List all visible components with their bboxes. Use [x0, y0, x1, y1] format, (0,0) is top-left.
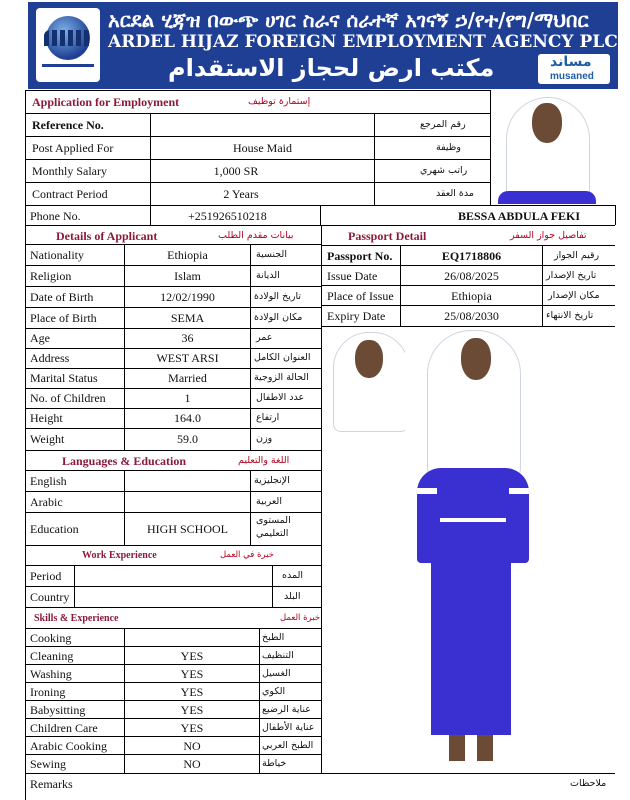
- skill-sewing-value: NO: [183, 757, 201, 771]
- skill-cooking-arabic: الطبخ: [262, 632, 285, 643]
- issue-date-value: 26/08/2025: [444, 269, 499, 283]
- address-label: Address: [30, 351, 70, 365]
- skill-cleaning-label: Cleaning: [30, 649, 74, 663]
- phone-value: +251926510218: [188, 209, 267, 223]
- skill-cleaning-value: YES: [180, 649, 204, 663]
- passport-title: Passport Detail: [348, 229, 427, 243]
- expiry-date-value: 25/08/2030: [444, 309, 499, 323]
- skill-arabic-cooking-value: NO: [183, 739, 201, 753]
- skill-childcare-label: Children Care: [30, 721, 98, 735]
- height-label-arabic: ارتفاع: [256, 412, 280, 423]
- applicant-full-body-photo: [405, 328, 543, 768]
- marital-label-arabic: الحالة الزوجية: [254, 372, 309, 383]
- work-title: Work Experience: [82, 550, 157, 561]
- skill-cooking-label: Cooking: [30, 631, 72, 645]
- details-title-arabic: بيانات مقدم الطلب: [218, 230, 294, 241]
- education-value: HIGH SCHOOL: [147, 522, 228, 536]
- issue-place-value: Ethiopia: [451, 289, 492, 303]
- religion-label: Religion: [30, 269, 72, 283]
- post-label: Post Applied For: [32, 141, 114, 155]
- contract-label: Contract Period: [32, 187, 108, 201]
- skill-babysitting-label: Babysitting: [30, 703, 86, 717]
- nationality-label-arabic: الجنسية: [256, 249, 287, 260]
- issue-place-label: Place of Issue: [327, 289, 394, 303]
- languages-title-arabic: اللغة والتعليم: [238, 455, 290, 466]
- skill-arabic-cooking-arabic: الطبخ العربي: [262, 740, 314, 751]
- work-title-arabic: خبرة في العمل: [220, 550, 274, 560]
- contract-label-arabic: مدة العقد: [436, 188, 474, 199]
- age-label: Age: [30, 331, 50, 345]
- nationality-value: Ethiopia: [167, 248, 208, 262]
- children-label: No. of Children: [30, 391, 106, 405]
- dob-value: 12/02/1990: [160, 290, 215, 304]
- passport-title-arabic: تفاصيل جواز السفر: [510, 230, 587, 241]
- passport-no-label: Passport No.: [327, 249, 393, 263]
- skill-arabic-cooking-label: Arabic Cooking: [30, 739, 107, 753]
- marital-label: Marital Status: [30, 371, 98, 385]
- skill-washing-value: YES: [180, 667, 204, 681]
- birthplace-label: Place of Birth: [30, 311, 97, 325]
- country-label: Country: [30, 590, 70, 604]
- phone-label: Phone No.: [30, 209, 81, 223]
- skill-sewing-arabic: خياطة: [262, 758, 287, 769]
- marital-value: Married: [168, 371, 207, 385]
- applicant-portrait-photo: [492, 91, 602, 204]
- children-value: 1: [184, 391, 191, 405]
- reference-label: Reference No.: [32, 118, 104, 132]
- english-label-arabic: الإنجليزية: [254, 475, 290, 486]
- issue-date-label: Issue Date: [327, 269, 378, 283]
- skill-babysitting-value: YES: [180, 703, 204, 717]
- salary-label: Monthly Salary: [32, 164, 107, 178]
- agency-logo-icon: [36, 8, 100, 82]
- skill-ironing-label: Ironing: [30, 685, 66, 699]
- period-label: Period: [30, 569, 62, 583]
- remarks-label-arabic: ملاحظات: [570, 778, 607, 789]
- skill-washing-label: Washing: [30, 667, 72, 681]
- birthplace-label-arabic: مكان الولادة: [254, 312, 303, 323]
- dob-label-arabic: تاريخ الولادة: [254, 291, 301, 302]
- expiry-date-arabic: تاريخ الانتهاء: [546, 310, 594, 321]
- header-english-name: ARDEL HIJAZ FOREIGN EMPLOYMENT AGENCY PLC: [108, 32, 618, 52]
- expiry-date-label: Expiry Date: [327, 309, 386, 323]
- agency-header-banner: [28, 2, 618, 89]
- header-arabic-name: مكتب ارض لحجاز الاستقدام: [168, 54, 495, 82]
- skills-title-arabic: خبرة العمل: [280, 613, 321, 623]
- age-value: 36: [181, 331, 194, 345]
- weight-label-arabic: وزن: [256, 433, 273, 444]
- header-amharic-name: አርደል ሂጃዝ በውጭ ሀገር ስራና ሰራተኛ አገናኝ ኃ/የተ/የግ/ማህበር: [108, 8, 589, 32]
- education-label-arabic-2: التعليمي: [256, 528, 289, 539]
- application-title: Application for Employment: [32, 95, 180, 109]
- period-label-arabic: المده: [282, 570, 303, 581]
- post-value: House Maid: [233, 141, 292, 155]
- reference-label-arabic: رقم المرجع: [420, 119, 466, 130]
- issue-date-arabic: تاريخ الإصدار: [546, 270, 597, 281]
- details-title: Details of Applicant: [56, 229, 158, 243]
- country-label-arabic: البلد: [284, 591, 301, 602]
- applicant-small-photo: [327, 330, 414, 432]
- english-label: English: [30, 474, 67, 488]
- skill-ironing-arabic: الكوي: [262, 686, 286, 697]
- skill-cleaning-arabic: التنظيف: [262, 650, 294, 661]
- post-label-arabic: وظيفة: [436, 142, 461, 153]
- musaned-logo-icon: مساند musaned: [538, 54, 610, 84]
- weight-value: 59.0: [177, 432, 198, 446]
- salary-label-arabic: راتب شهري: [420, 165, 468, 176]
- languages-title: Languages & Education: [62, 454, 187, 468]
- birthplace-value: SEMA: [170, 311, 205, 325]
- education-label-arabic: المستوى: [256, 515, 291, 526]
- skill-washing-arabic: الغسيل: [262, 668, 291, 679]
- applicant-name: BESSA ABDULA FEKI: [458, 209, 581, 223]
- religion-value: Islam: [174, 269, 201, 283]
- application-title-arabic: إستمارة توظيف: [248, 96, 311, 107]
- contract-value: 2 Years: [223, 187, 259, 201]
- address-value: WEST ARSI: [156, 351, 219, 365]
- height-value: 164.0: [174, 411, 201, 425]
- skill-childcare-value: YES: [180, 721, 204, 735]
- remarks-label: Remarks: [30, 777, 73, 791]
- passport-no-value: EQ1718806: [441, 249, 502, 263]
- salary-value: 1,000 SR: [213, 164, 259, 178]
- skills-title: Skills & Experience: [34, 613, 119, 624]
- height-label: Height: [30, 411, 63, 425]
- education-label: Education: [30, 522, 79, 536]
- dob-label: Date of Birth: [30, 290, 94, 304]
- skill-babysitting-arabic: عناية الرضيع: [262, 704, 311, 715]
- address-label-arabic: العنوان الكامل: [254, 352, 311, 363]
- nationality-label: Nationality: [30, 248, 84, 262]
- arabic-label-arabic: العربية: [256, 496, 282, 507]
- issue-place-arabic: مكان الإصدار: [548, 290, 600, 301]
- passport-no-arabic: رقيم الجواز: [554, 250, 600, 261]
- weight-label: Weight: [30, 432, 65, 446]
- religion-label-arabic: الديانة: [256, 270, 280, 281]
- arabic-label: Arabic: [30, 495, 63, 509]
- children-label-arabic: عدد الاطفال: [256, 392, 305, 403]
- skill-sewing-label: Sewing: [30, 757, 66, 771]
- skill-ironing-value: YES: [180, 685, 204, 699]
- age-label-arabic: عمر: [256, 332, 273, 343]
- skill-childcare-arabic: عناية الأطفال: [262, 722, 315, 733]
